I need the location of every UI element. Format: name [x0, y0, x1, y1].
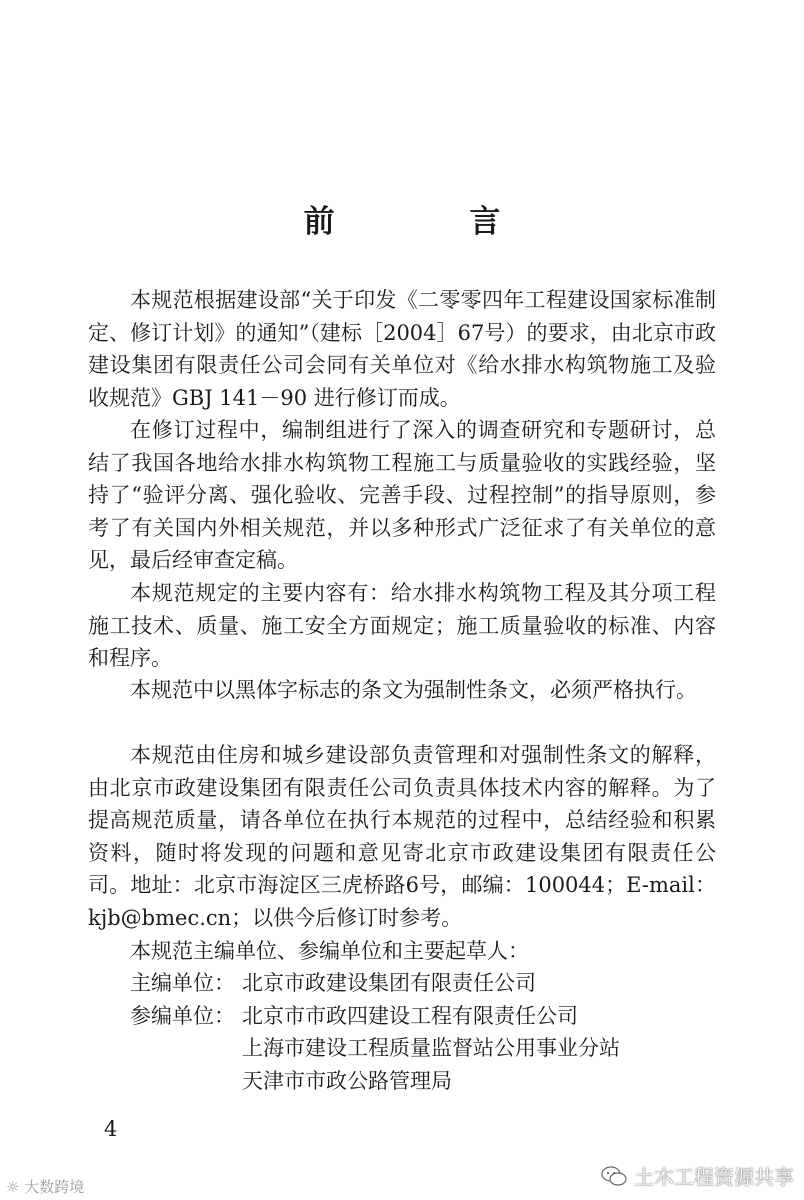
- chief-unit-label: 主编单位：: [130, 971, 235, 995]
- page-number: 4: [104, 1117, 118, 1141]
- paragraph-3: 本规范规定的主要内容有：给水排水构筑物工程及其分项工程施工技术、质量、施工安全方面规定；施工质量验收的标准、内容和程序。: [88, 581, 716, 670]
- paragraph-5: 本规范由住房和城乡建设部负责管理和对强制性条文的解释，由北京市政建设集团有限责任公司负责具体技术内容的解释。为了提高规范质量，请各单位在执行本规范的过程中，总结经验和积累资料，随时将发现的问题和意见寄北京市政建设集团有限责任公司。地址：北京市海淀区三虎桥路6号，邮编：100044；E-mail：kjb@bmec.cn；以供今后修订时参考。: [88, 743, 716, 930]
- paragraph-1: 本规范根据建设部“关于印发《二零零四年工程建设国家标准制定、修订计划》的通知”（建标［2004］67号）的要求，由北京市政建设集团有限责任公司会同有关单位对《给水排水构筑物施工及验收规范》GBJ 141－90 进行修订而成。: [88, 288, 716, 410]
- paragraph-2: 在修订过程中，编制组进行了深入的调查研究和专题研讨，总结了我国各地给水排水构筑物工程施工与质量验收的实践经验，坚持了“验评分离、强化验收、完善手段、过程控制”的指导原则，参考了有关国内外相关规范，并以多种形式广泛征求了有关单位的意见，最后经审查定稿。: [88, 418, 716, 572]
- chief-unit-value: 北京市政建设集团有限责任公司: [242, 971, 536, 995]
- participating-unit-row: [130, 1000, 578, 1033]
- paragraph-4: 本规范中以黑体字标志的条文为强制性条文，必须严格执行。: [130, 678, 697, 702]
- left-watermark: ☼ 大数跨境: [6, 1178, 85, 1196]
- right-watermark: 土木工程资源共享: [600, 1161, 794, 1190]
- paragraph-6: 本规范主编单位、参编单位和主要起草人：: [130, 939, 529, 963]
- participating-unit-value: 北京市市政四建设工程有限责任公司: [242, 1004, 578, 1028]
- participating-unit-value: 上海市建设工程质量监督站公用事业分站: [242, 1036, 620, 1060]
- participating-unit-value: 天津市市政公路管理局: [242, 1069, 452, 1093]
- chief-unit-row: [130, 967, 536, 1000]
- wechat-icon: [600, 1165, 628, 1187]
- watermark-logo-icon: ☼: [6, 1178, 20, 1196]
- page-title: 前 言: [303, 204, 563, 240]
- participating-unit-label: 参编单位：: [130, 1004, 235, 1028]
